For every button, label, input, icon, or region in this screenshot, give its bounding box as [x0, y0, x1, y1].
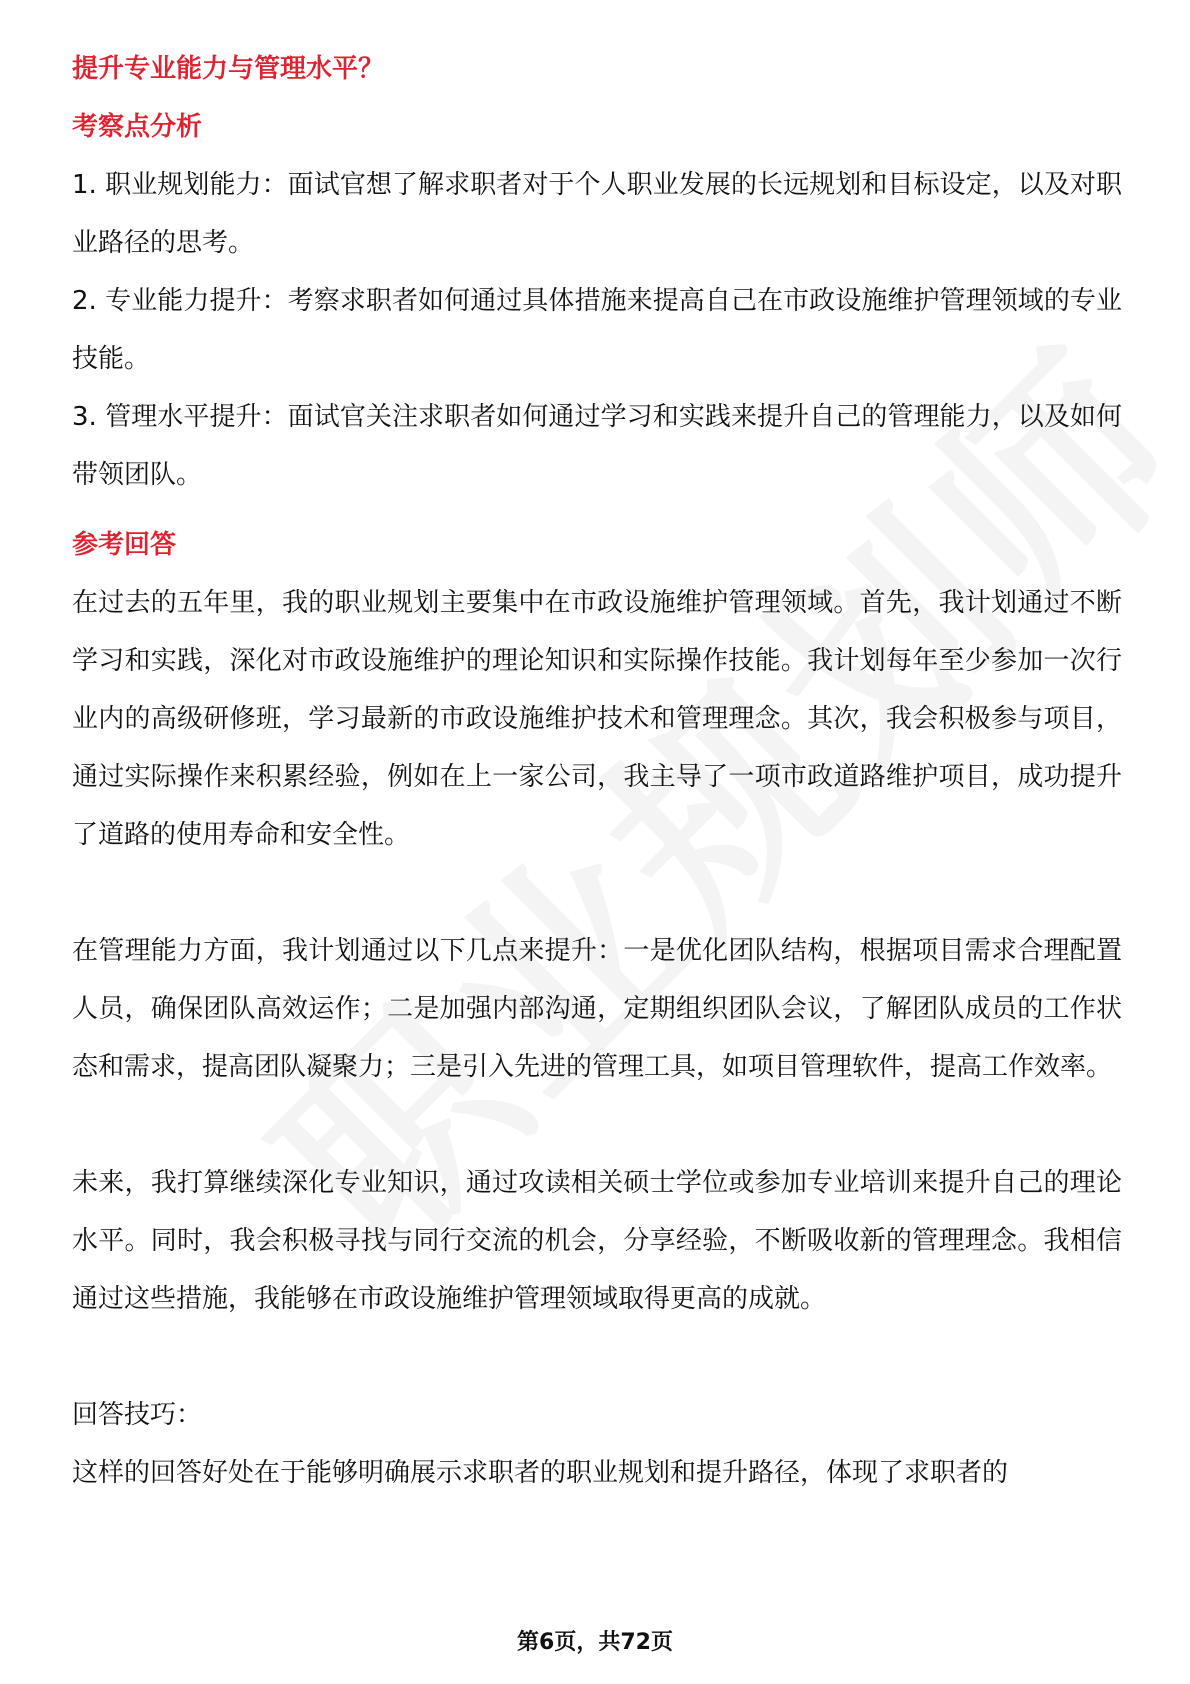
document-body	[72, 40, 1122, 1502]
analysis-item: 1. 职业规划能力：面试官想了解求职者对于个人职业发展的长远规划和目标设定，以及对职业路径的思考。	[72, 170, 1122, 258]
answer-paragraph: 在管理能力方面，我计划通过以下几点来提升：一是优化团队结构，根据项目需求合理配置人员，确保团队高效运作；二是加强内部沟通，定期组织团队会议，了解团队成员的工作状态和需求，提高团队凝聚力；三是引入先进的管理工具，如项目管理软件，提高工作效率。	[72, 936, 1122, 1082]
answer-heading: 参考回答	[72, 530, 177, 560]
answer-paragraph: 未来，我打算继续深化专业知识，通过攻读相关硕士学位或参加专业培训来提升自己的理论水平。同时，我会积极寻找与同行交流的机会，分享经验，不断吸收新的管理理念。我相信通过这些措施，我能够在市政设施维护管理领域取得更高的成就。	[72, 1168, 1122, 1314]
tips-heading: 回答技巧：	[72, 1400, 203, 1430]
analysis-item: 3. 管理水平提升：面试官关注求职者如何通过学习和实践来提升自己的管理能力，以及如何带领团队。	[72, 402, 1122, 490]
analysis-heading: 考察点分析	[72, 112, 203, 142]
question-title: 提升专业能力与管理水平？	[72, 54, 385, 84]
answer-paragraph: 在过去的五年里，我的职业规划主要集中在市政设施维护管理领域。首先，我计划通过不断学习和实践，深化对市政设施维护的理论知识和实际操作技能。我计划每年至少参加一次行业内的高级研修班，学习最新的市政设施维护技术和管理理念。其次，我会积极参与项目，通过实际操作来积累经验，例如在上一家公司，我主导了一项市政道路维护项目，成功提升了道路的使用寿命和安全性。	[72, 588, 1122, 850]
tips-text: 这样的回答好处在于能够明确展示求职者的职业规划和提升路径，体现了求职者的	[72, 1458, 1009, 1488]
page-number: 第6页，共72页	[517, 1630, 673, 1655]
analysis-item: 2. 专业能力提升：考察求职者如何通过具体措施来提高自己在市政设施维护管理领域的专业技能。	[72, 286, 1122, 374]
